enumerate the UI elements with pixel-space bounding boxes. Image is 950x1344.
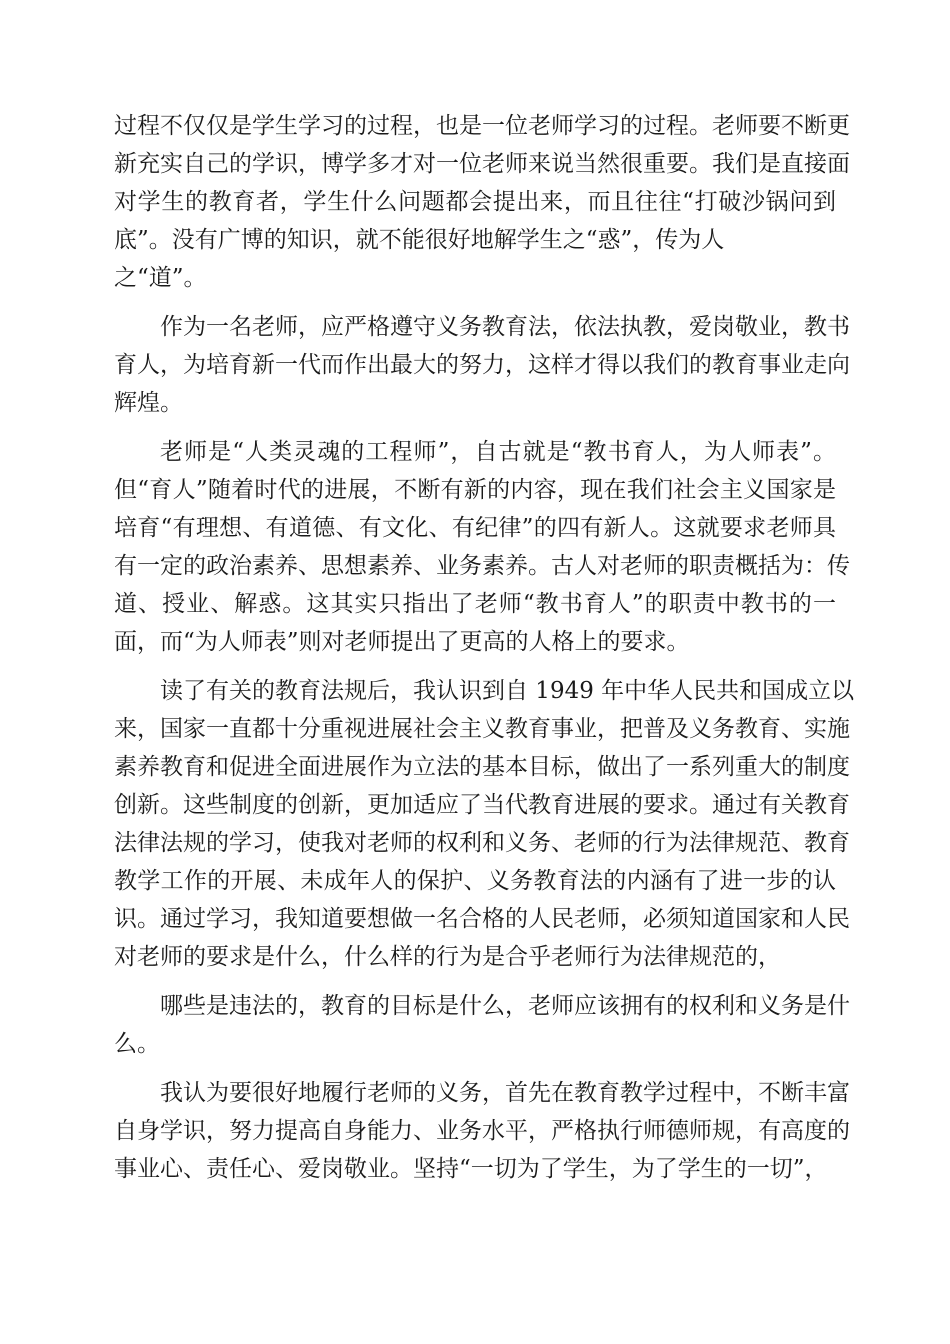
text-line: 作为一名老师，应严格遵守义务教育法，依法执教，爱岗敬业，教书 (160, 314, 850, 340)
text-line: 之“道”。 (114, 265, 207, 291)
text-line: 素养教育和促进全面进展作为立法的基本目标，做出了一系列重大的制度 (114, 754, 850, 780)
paragraph (114, 308, 850, 422)
document-body (114, 107, 855, 1199)
text-line: 自身学识，努力提高自身能力、业务水平，严格执行师德师规，有高度的 (114, 1118, 850, 1144)
paragraph (114, 107, 850, 297)
text-line: 事业心、责任心、爱岗敬业。坚持“一切为了学生，为了学生的一切”， (114, 1156, 828, 1182)
text-line: 面，而“为人师表”则对老师提出了更高的人格上的要求。 (114, 629, 690, 655)
text-line: 对学生的教育者，学生什么问题都会提出来，而且往往“打破沙锅问到 (114, 189, 836, 215)
text-line: 哪些是违法的，教育的目标是什么，老师应该拥有的权利和义务是什 (160, 993, 850, 1019)
paragraph (114, 987, 850, 1063)
text-line: 来，国家一直都十分重视进展社会主义教育事业，把普及义务教育、实施 (114, 716, 850, 742)
text-line: 读了有关的教育法规后，我认识到自 1949 年中华人民共和国成立以 (160, 678, 855, 704)
text-line: 教学工作的开展、未成年人的保护、义务教育法的内涵有了进一步的认 (114, 868, 836, 894)
paragraph (114, 1074, 850, 1188)
text-line: 创新。这些制度的创新，更加适应了当代教育进展的要求。通过有关教育 (114, 792, 850, 818)
paragraph (114, 672, 855, 976)
text-line: 辉煌。 (114, 390, 183, 416)
text-line: 有一定的政治素养、思想素养、业务素养。古人对老师的职责概括为：传 (114, 553, 850, 579)
text-line: 底”。没有广博的知识，就不能很好地解学生之“惑”，传为人 (114, 227, 725, 253)
text-line: 新充实自己的学识，博学多才对一位老师来说当然很重要。我们是直接面 (114, 151, 850, 177)
paragraph (114, 433, 850, 661)
text-line: 道、授业、解惑。这其实只指出了老师“教书育人”的职责中教书的一 (114, 591, 836, 617)
text-line: 但“育人”随着时代的进展，不断有新的内容，现在我们社会主义国家是 (114, 477, 836, 503)
text-line: 么。 (114, 1031, 160, 1057)
text-line: 法律法规的学习，使我对老师的权利和义务、老师的行为法律规范、教育 (114, 830, 850, 856)
text-line: 老师是“人类灵魂的工程师”，自古就是“教书育人，为人师表”。 (160, 439, 836, 465)
text-line: 过程不仅仅是学生学习的过程，也是一位老师学习的过程。老师要不断更 (114, 113, 850, 139)
text-line: 对老师的要求是什么，什么样的行为是合乎老师行为法律规范的， (114, 944, 781, 970)
text-line: 培育“有理想、有道德、有文化、有纪律”的四有新人。这就要求老师具 (114, 515, 836, 541)
text-line: 我认为要很好地履行老师的义务，首先在教育教学过程中，不断丰富 (160, 1080, 850, 1106)
text-line: 识。通过学习，我知道要想做一名合格的人民老师，必须知道国家和人民 (114, 906, 850, 932)
text-line: 育人，为培育新一代而作出最大的努力，这样才得以我们的教育事业走向 (114, 352, 850, 378)
